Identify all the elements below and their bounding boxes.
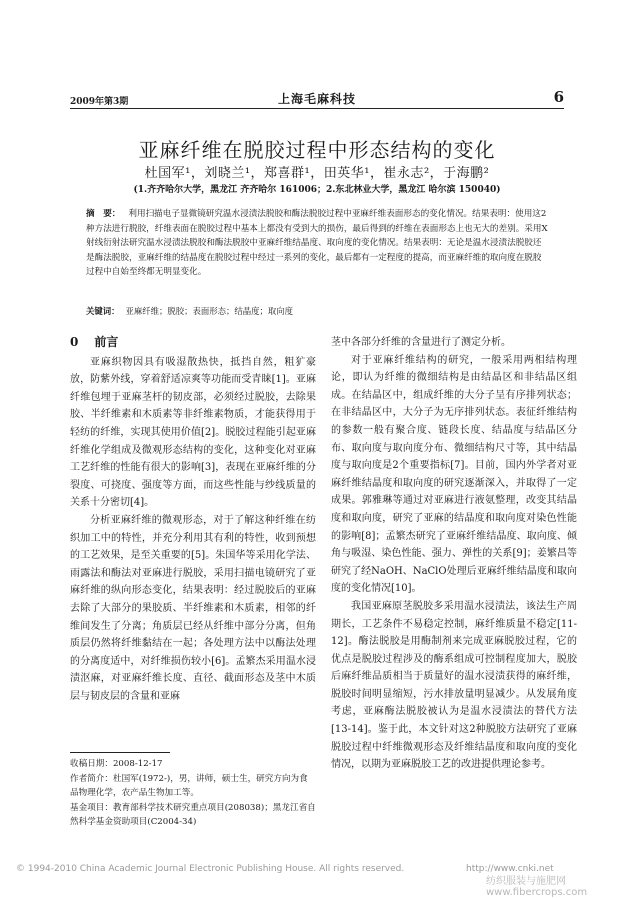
- section-title: 前言: [94, 335, 119, 349]
- article-title: 亚麻纤维在脱胶过程中形态结构的变化: [138, 138, 496, 162]
- watermark-text: 纺织服装与施肥网 www.fibercrops.com: [486, 876, 588, 898]
- page-number: 6: [553, 88, 564, 106]
- copyright-notice: © 1994-2010 China Academic Journal Electronic Publishing House. All rights reserved.: [16, 864, 405, 874]
- paragraph: 对于亚麻纤维结构的研究，一般采用两相结构理论，即认为纤维的微细结构是由结晶区和非结晶区组成。在结晶区中，组成纤维的大分子呈有序排列状态；在非结晶区中，大分子为无序排列状态。表征纤维结构的参数一般有聚合度、链段长度、结晶度与结晶区分布、取向度与取向度分布、微细结构尺寸等，其中结晶度与取向度是2个重要指标[7]。目前，国内外学者对亚麻纤维结晶度和取向度的研究逐渐深入，并取得了一定成果。郭雅琳等通过对亚麻进行液氨整理，改变其结晶度和取向度，研究了亚麻的结晶度和取向度对染色性能的影响[8]；孟繁杰研究了亚麻纤维结晶度、取向度、倾角与吸湿、染色性能、强力、弹性的关系[9]；姜繁昌等研究了经NaOH、NaClO处理后亚麻纤维结晶度和取向度的变化情况[10]。: [331, 354, 577, 595]
- keywords-label: 关键词：: [86, 306, 120, 316]
- section-number: 0: [70, 335, 79, 349]
- issue-label: 2009年第3期: [70, 97, 129, 107]
- left-column: [70, 334, 316, 705]
- abstract-text: 利用扫描电子显微镜研究温水浸渍法脱胶和酶法脱胶过程中亚麻纤维表面形态的变化情况。结果表明：使用这2种方法进行脱胶，纤维表面在脱胶过程中基本上都没有受到大的损伤，最后得到的纤维在表面形态上也无大的差别。采用X射线衍射法研究温水浸渍法脱胶和酶法脱胶中亚麻纤维结晶度、取向度的变化情况。结果表明：无论是温水浸渍法脱胶还是酶法脱胶，亚麻纤维的结晶度在脱胶过程中经过一系列的变化，最后都有一定程度的提高，而亚麻纤维的取向度在脱胶过程中自始至终都无明显变化。: [86, 209, 548, 278]
- section-heading: [70, 334, 316, 352]
- fund-info: 基金项目：教育部科学技术研究重点项目(208038)；黑龙江省自然科学基金资助项目(C2004-34): [70, 802, 316, 828]
- abstract: [86, 207, 550, 280]
- right-column: [331, 334, 577, 774]
- paragraph: 亚麻织物因具有吸湿散热快，抵挡自然，粗犷豪放，防紫外线，穿着舒适凉爽等功能而受青睐[1]。亚麻纤维包埋于亚麻茎杆的韧皮部，必须经过脱胶，去除果胶、半纤维素和木质素等非纤维素物质，才能获得用于轻纺的纤维，实现其使用价值[2]。脱胶过程能引起亚麻纤维化学组成及微观形态结构的变化，这种变化对亚麻工艺纤维的性能有很大的影响[3]，表现在亚麻纤维的分裂度、可挠度、强度等方面，而这些性能与纱线质量的关系十分密切[4]。: [70, 356, 316, 509]
- website-link[interactable]: http://www.cnki.net: [466, 864, 554, 874]
- keywords: [86, 305, 550, 317]
- paragraph: 分析亚麻纤维的微观形态，对于了解这种纤维在纺织加工中的特性，并充分利用其有利的特性，收到预想的工艺效果，是至关重要的[5]。朱国华等采用化学法、雨露法和酶法对亚麻进行脱胶，采用扫描电镜研究了亚麻纤维的纵向形态变化，结果表明：经过脱胶后的亚麻去除了大部分的果胶质、半纤维素和木质素，相邻的纤维间发生了分离；角质层已经从纤维中部分分离，但角质层仍然将纤维黏结在一起；各处理方法中以酶法处理的分离度适中，对纤维损伤较小[6]。孟繁杰采用温水浸渍沤麻，对亚麻纤维长度、直径、截面形态及茎中木质层与韧皮层的含量和亚麻: [70, 514, 316, 702]
- keywords-text: 亚麻纤维；脱胶；表面形态；结晶度；取向度: [125, 306, 293, 316]
- author-bio: 作者简介：杜国军(1972-)，男，讲师，硕士生，研究方向为食品物理化学，农产品生物加工等。: [70, 773, 308, 799]
- running-head: [70, 90, 564, 108]
- footnote-rule: [70, 752, 170, 753]
- paragraph: 我国亚麻原茎脱胶多采用温水浸渍法，该法生产周期长，工艺条件不易稳定控制，麻纤维质量不稳定[11-12]。酶法脱胶是用酶制剂来完成亚麻脱胶过程，它的优点是脱胶过程涉及的酶系组成可控制程度加大，脱胶后麻纤维品质相当于质量好的温水浸渍获得的麻纤维，脱胶时间明显缩短，污水排放量明显减少。从发展角度考虑，亚麻酶法脱胶被认为是温水浸渍法的替代方法[13-14]。鉴于此，本文针对这2种脱胶方法研究了亚麻脱胶过程中纤维微观形态及纤维结晶度和取向度的变化情况，以期为亚麻脱胶工艺的改进提供理论参考。: [331, 600, 577, 771]
- abstract-label: 摘 要：: [86, 209, 121, 219]
- footnotes: [70, 757, 316, 830]
- header-rule: [70, 108, 564, 109]
- affiliations: (1.齐齐哈尔大学，黑龙江 齐齐哈尔 161006；2.东北林业大学，黑龙江 哈尔滨 150040): [133, 185, 501, 195]
- received-date: 收稿日期：2008-12-17: [70, 759, 163, 769]
- paragraph-continued: 茎中各部分纤维的含量进行了测定分析。: [331, 337, 511, 348]
- author-list: 杜国军¹，刘晓兰¹，郑喜群¹，田英华¹，崔永志²，于海鹏²: [144, 166, 490, 181]
- journal-name: 上海毛麻科技: [277, 92, 356, 106]
